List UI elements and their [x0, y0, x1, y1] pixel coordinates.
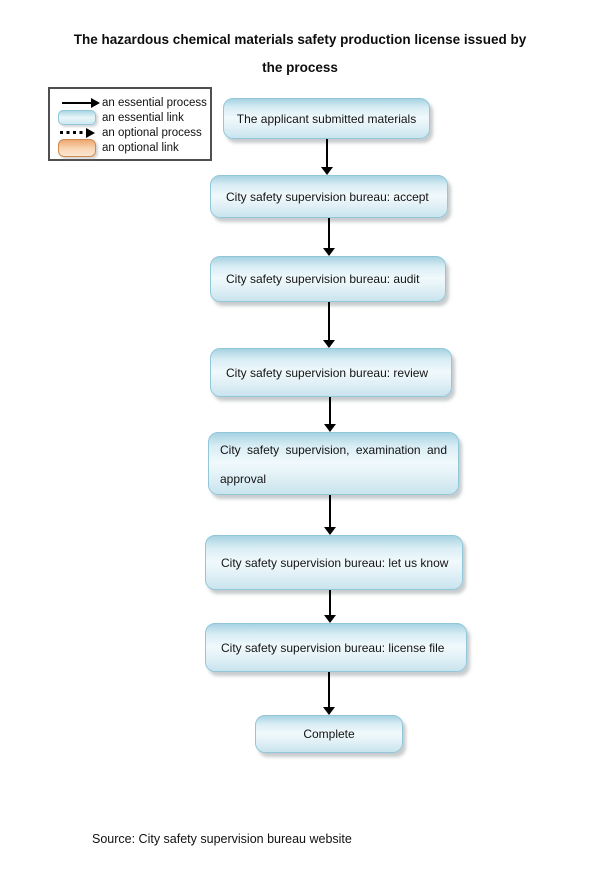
flow-step-complete: [255, 715, 403, 753]
page-title-line1: The hazardous chemical materials safety production license issued by: [73, 32, 527, 47]
flow-step-accept: [210, 175, 448, 218]
arrowhead-icon: [323, 340, 335, 348]
flow-step-audit: [210, 256, 446, 302]
flow-step-label: Complete: [303, 727, 355, 741]
arrowhead-icon: [323, 707, 335, 715]
optional-link-icon: [58, 139, 96, 157]
legend: [48, 87, 212, 161]
arrowhead-icon: [324, 424, 336, 432]
flow-step-label-line2: approval: [220, 471, 267, 486]
flow-step-examination-approval: [208, 432, 459, 495]
page-title-line2: the process: [262, 60, 338, 75]
essential-link-icon: [58, 110, 96, 125]
legend-item-label: an optional link: [102, 141, 179, 154]
flow-arrow-6: [324, 590, 336, 623]
legend-item-essential-link: [58, 110, 206, 125]
flow-step-license-file: [205, 623, 467, 672]
legend-item-optional-link: [58, 140, 206, 155]
flow-step-submit-materials: [223, 98, 430, 139]
legend-item-label: an optional process: [102, 126, 202, 139]
flow-step-label: City safety supervision bureau: license file: [221, 640, 445, 655]
source-text: Source: City safety supervision bureau website: [92, 832, 352, 846]
flow-arrow-1: [321, 139, 333, 175]
arrowhead-icon: [324, 615, 336, 623]
arrowhead-icon: [323, 248, 335, 256]
flow-step-label: City safety supervision bureau: let us know: [221, 555, 449, 570]
flow-step-review: [210, 348, 452, 397]
flow-step-label: City safety supervision bureau: review: [226, 365, 429, 380]
flow-arrow-3: [323, 302, 335, 348]
legend-item-label: an essential process: [102, 96, 207, 109]
page-title: [0, 26, 600, 82]
flow-step-label: City safety supervision bureau: audit: [226, 272, 420, 286]
flow-arrow-5: [324, 495, 336, 535]
legend-item-essential-process: [58, 95, 206, 110]
flow-step-label: City safety supervision bureau: accept: [226, 189, 429, 204]
dotted-arrow-icon: [60, 131, 86, 134]
arrowhead-icon: [324, 527, 336, 535]
flow-arrow-2: [323, 218, 335, 256]
solid-arrow-icon: [62, 102, 92, 104]
flow-step-label: The applicant submitted materials: [236, 111, 417, 126]
flow-step-label-line1: City safety supervision, examination and: [220, 442, 447, 457]
arrowhead-icon: [321, 167, 333, 175]
legend-item-label: an essential link: [102, 111, 184, 124]
flow-step-let-us-know: [205, 535, 463, 590]
flow-arrow-7: [323, 672, 335, 715]
flow-arrow-4: [324, 397, 336, 432]
